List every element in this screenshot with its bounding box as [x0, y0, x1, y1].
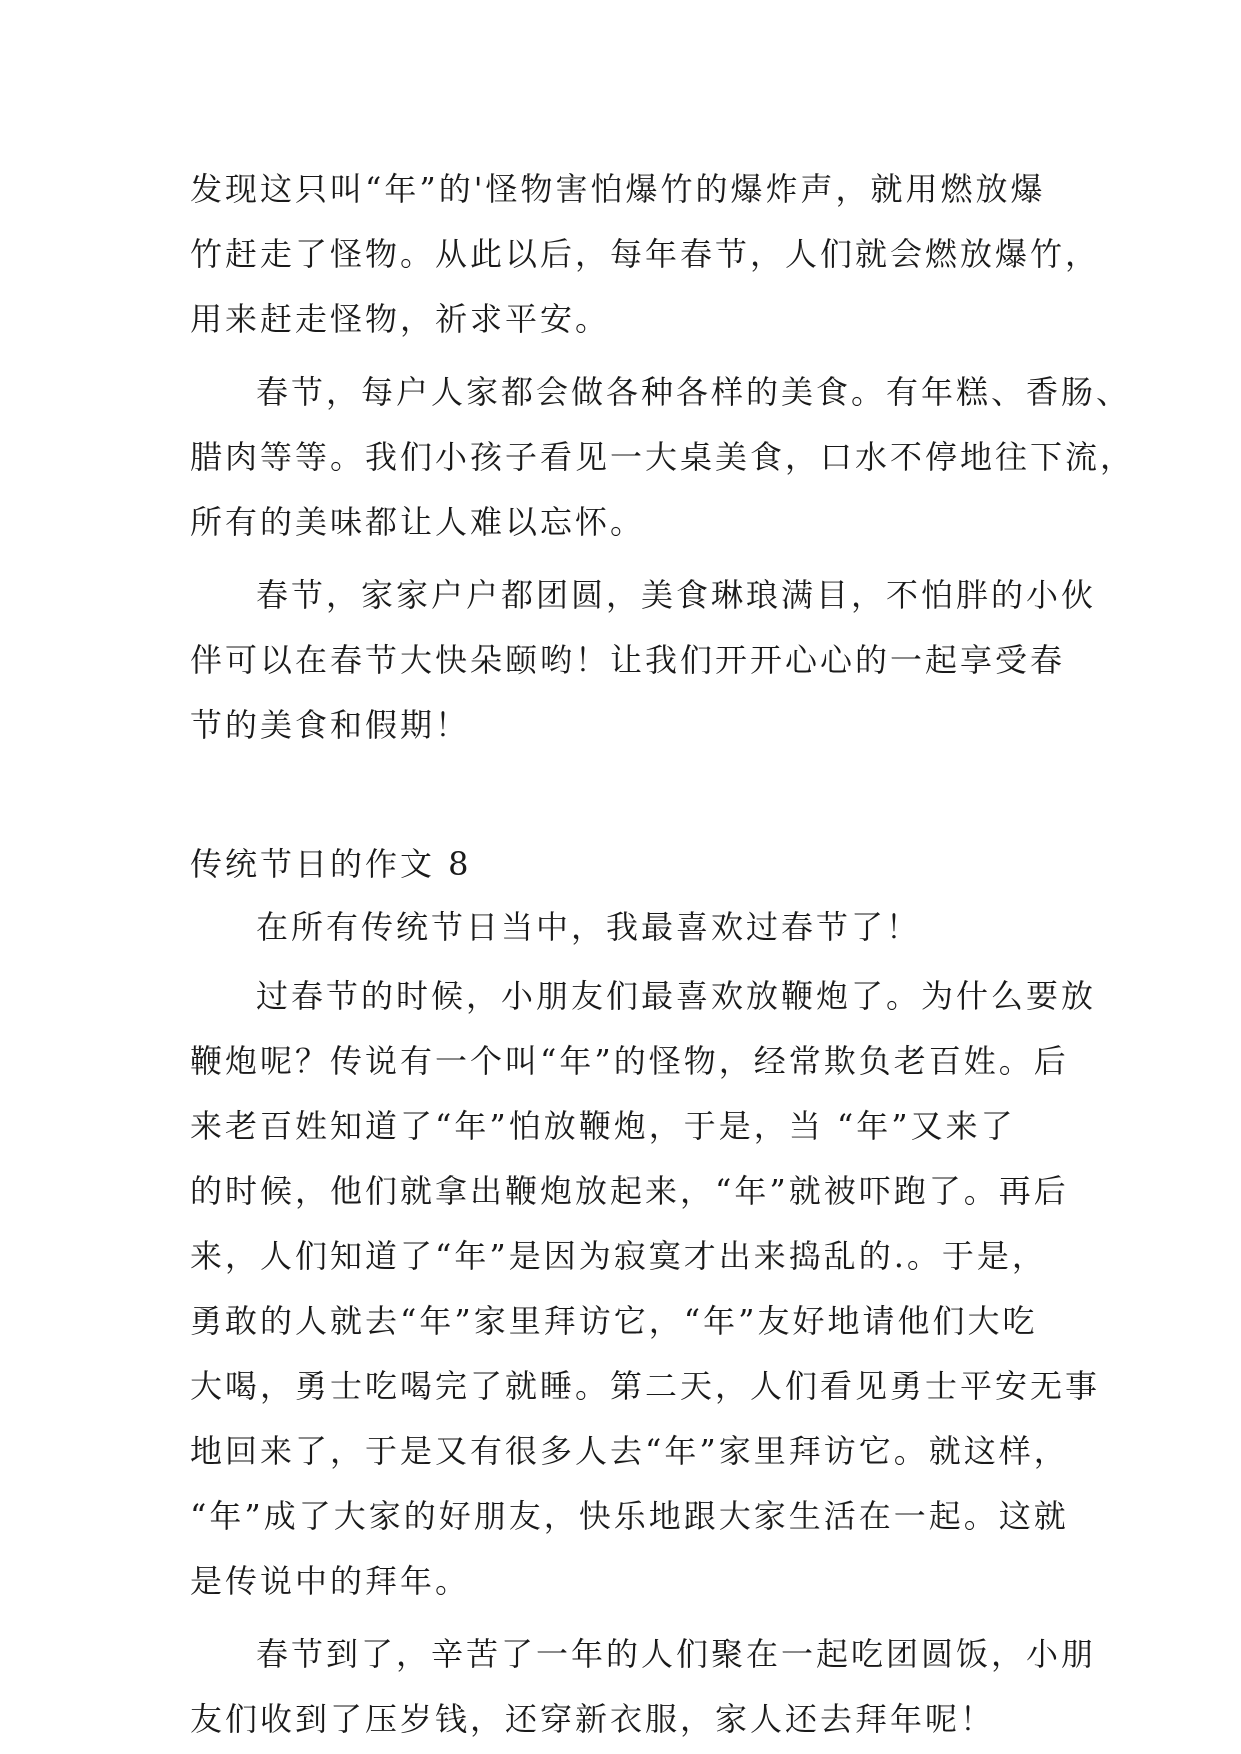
text-line: “年”成了大家的好朋友，快乐地跟大家生活在一起。这就	[190, 1497, 1069, 1535]
spacer	[190, 758, 1070, 833]
text-line: 用来赶走怪物，祈求平安。	[190, 300, 611, 338]
text-line: 发现这只叫“年”的'怪物害怕爆竹的爆炸声，就用燃放爆	[190, 170, 1046, 208]
paragraph	[190, 895, 1070, 960]
spacer	[190, 1614, 1070, 1622]
text-line: 所有的美味都让人难以忘怀。	[190, 503, 646, 541]
spacer	[190, 555, 1070, 563]
paragraph	[190, 964, 1101, 1614]
text-line: 竹赶走了怪物。从此以后，每年春节，人们就会燃放爆竹，	[190, 235, 1101, 273]
text-line: 友们收到了压岁钱，还穿新衣服，家人还去拜年呢！	[190, 1700, 996, 1738]
text-line: 过春节的时候，小朋友们最喜欢放鞭炮了。为什么要放	[256, 977, 1097, 1015]
text-line: 大喝，勇士吃喝完了就睡。第二天，人们看见勇士平安无事	[190, 1367, 1101, 1405]
text-line: 节的美食和假期！	[190, 706, 471, 744]
spacer	[190, 352, 1070, 360]
paragraph	[190, 1622, 1097, 1752]
text-line: 的时候，他们就拿出鞭炮放起来，“年”就被吓跑了。再后	[190, 1172, 1069, 1210]
text-line: 是传说中的拜年。	[190, 1562, 471, 1600]
text-line: 勇敢的人就去“年”家里拜访它，“年”友好地请他们大吃	[190, 1302, 1038, 1340]
text-line: 春节，每户人家都会做各种各样的美食。有年糕、香肠、	[256, 373, 1132, 411]
paragraph	[190, 563, 1097, 758]
text-line: 春节，家家户户都团圆，美食琳琅满目，不怕胖的小伙	[256, 576, 1097, 614]
text-line: 来，人们知道了“年”是因为寂寞才出来捣乱的.。于是，	[190, 1237, 1047, 1275]
text-line: 春节到了，辛苦了一年的人们聚在一起吃团圆饭，小朋	[256, 1635, 1097, 1673]
document-body	[190, 157, 1136, 1752]
text-line: 鞭炮呢？传说有一个叫“年”的怪物，经常欺负老百姓。后	[190, 1042, 1069, 1080]
section-title: 传统节日的作文 8	[190, 845, 472, 883]
paragraph	[190, 157, 1101, 352]
text-line: 在所有传统节日当中，我最喜欢过春节了！	[256, 908, 922, 946]
text-line: 地回来了，于是又有很多人去“年”家里拜访它。就这样，	[190, 1432, 1069, 1470]
text-line: 伴可以在春节大快朵颐哟！让我们开开心心的一起享受春	[190, 641, 1066, 679]
text-line: 腊肉等等。我们小孩子看见一大桌美食，口水不停地往下流，	[190, 438, 1136, 476]
text-line: 来老百姓知道了“年”怕放鞭炮，于是，当 “年”又来了	[190, 1107, 1016, 1145]
paragraph	[190, 360, 1136, 555]
